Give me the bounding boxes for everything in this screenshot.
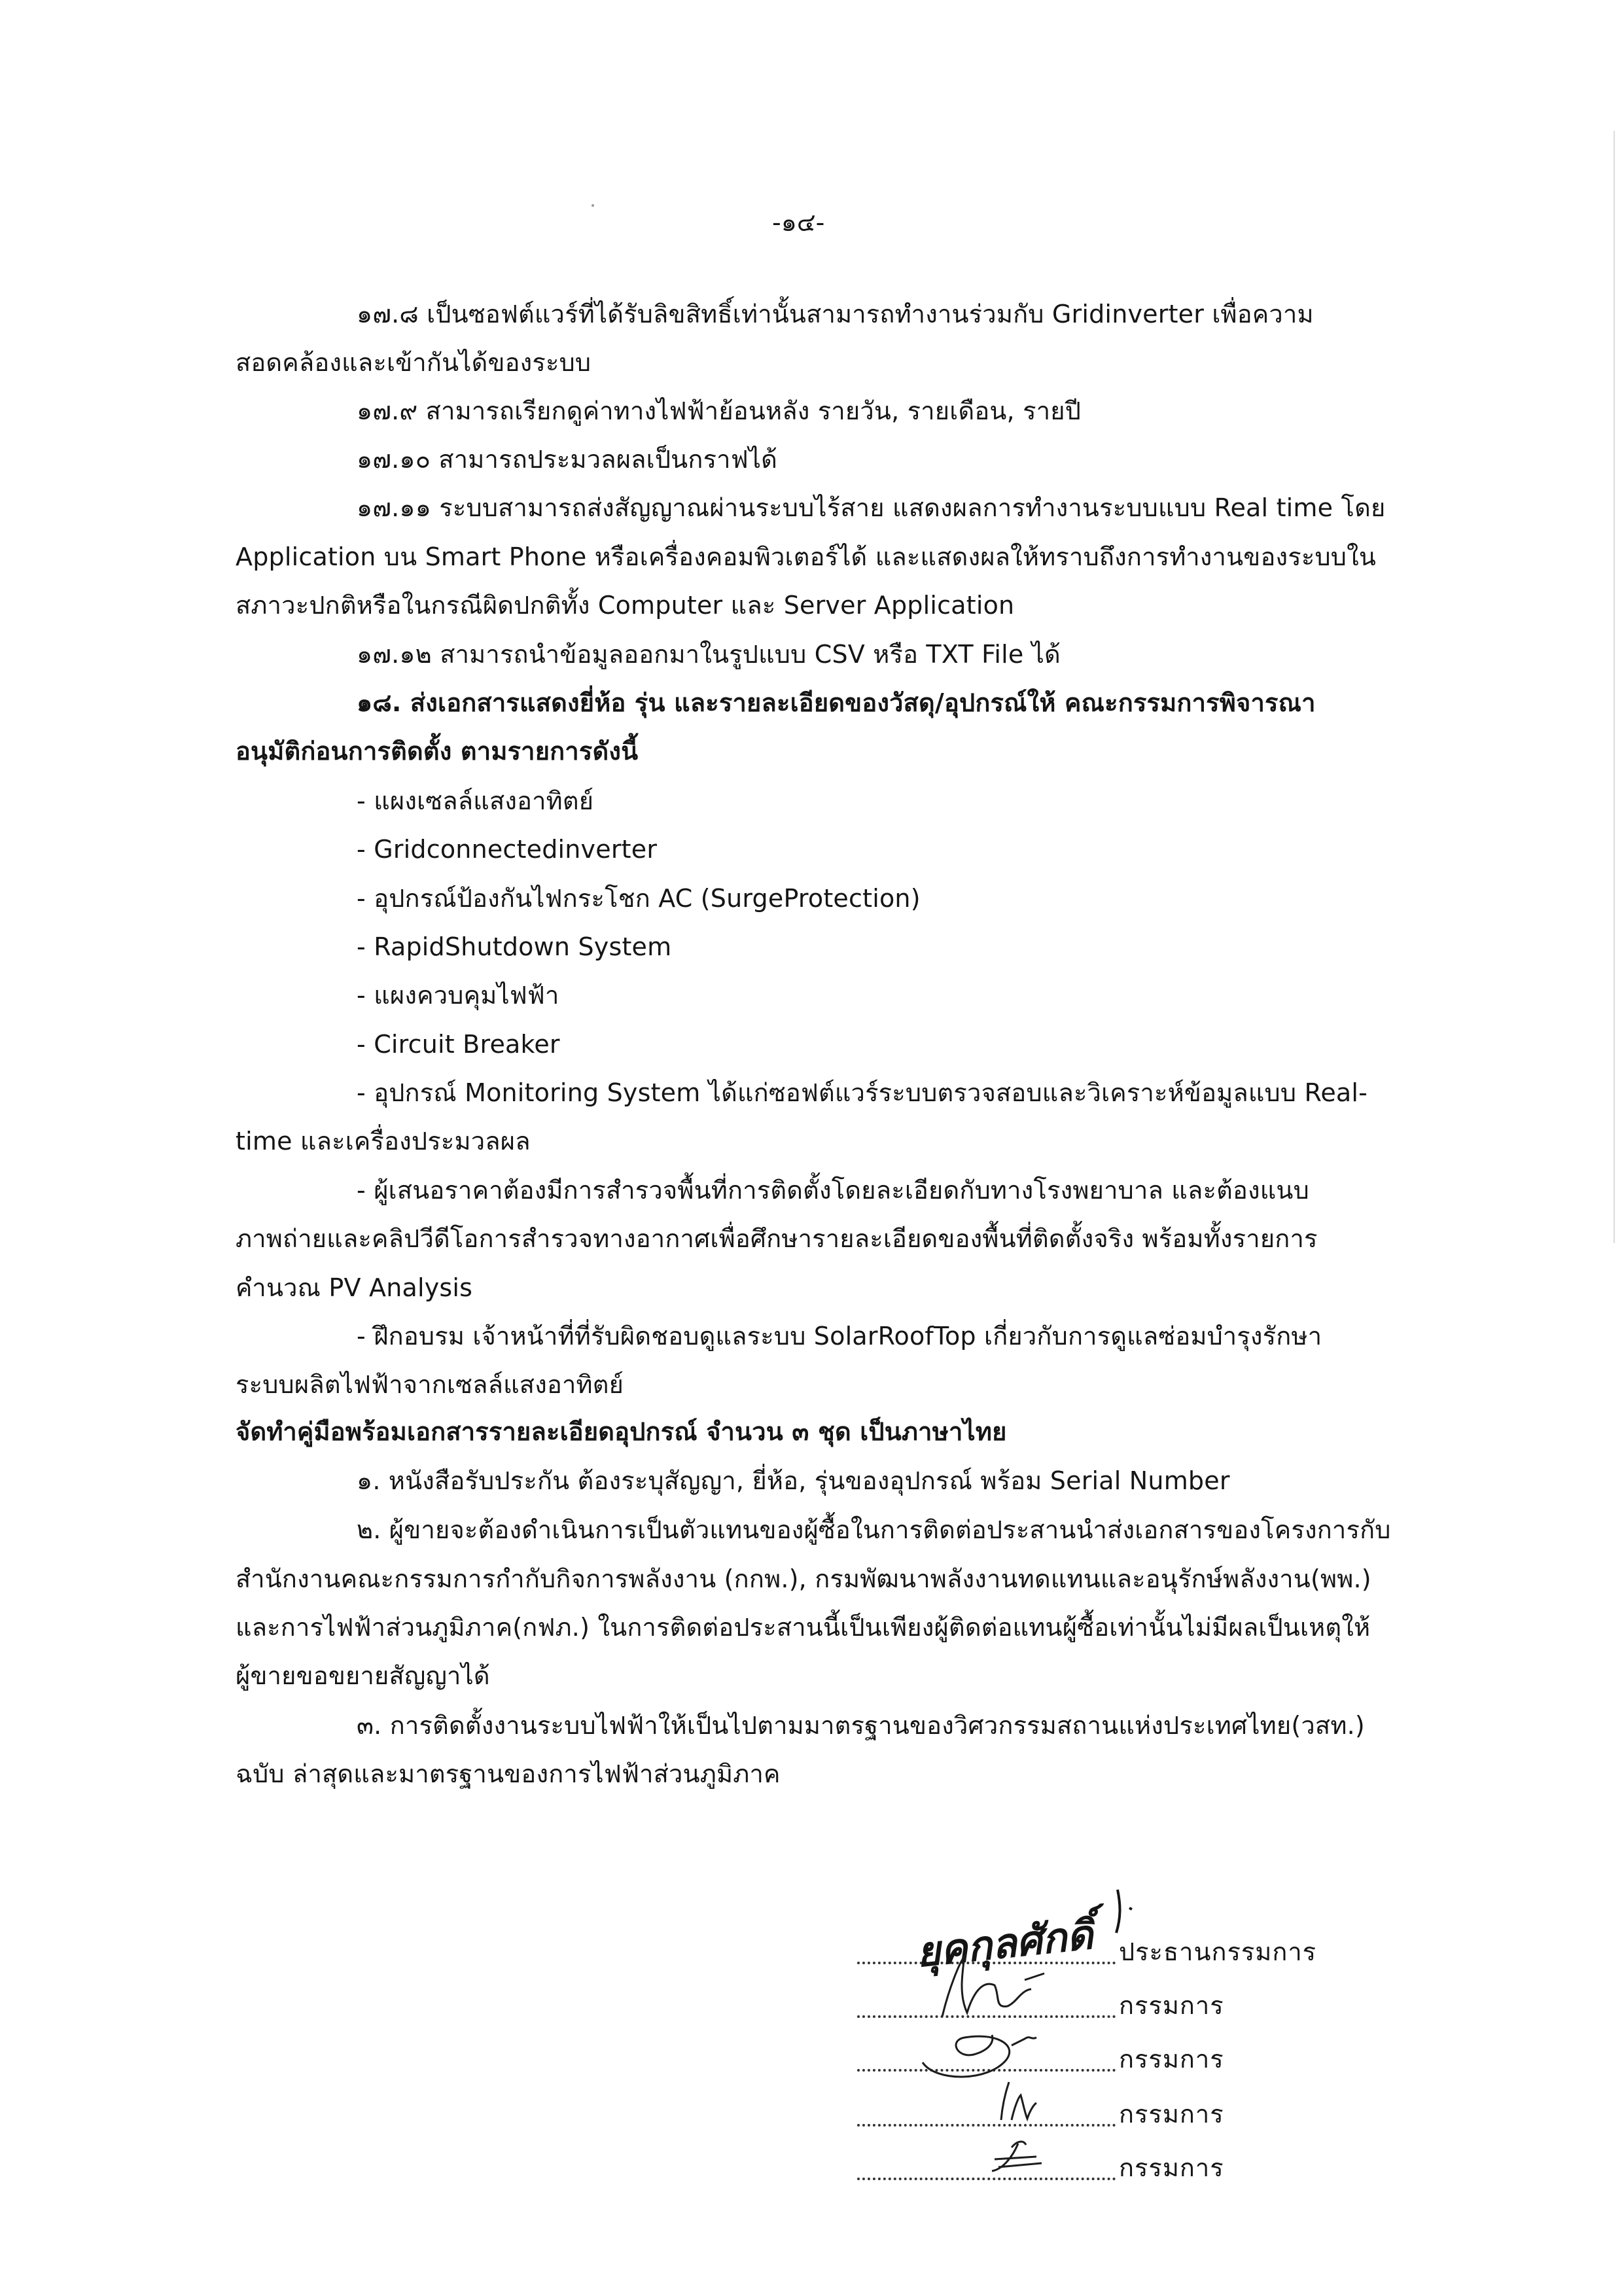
document-line: - Gridconnectedinverter [357,835,658,864]
document-line: ๑๗.๑๐ สามารถประมวลผลเป็นกราฟได้ [357,445,778,474]
document-line: จัดทำคู่มือพร้อมเอกสารรายละเอียดอุปกรณ์ จำนวน ๓ ชุด เป็นภาษาไทย [236,1417,1007,1446]
document-line: ๑๗.๑๒ สามารถนำข้อมูลออกมาในรูปแบบ CSV หรือ TXT File ได้ [357,640,1061,669]
document-line: time และเครื่องประมวลผล [236,1127,531,1156]
document-line: - ฝึกอบรม เจ้าหน้าที่ที่รับผิดชอบดูแลระบบ SolarRoofTop เกี่ยวกับการดูแลซ่อมบำรุงรักษา [357,1322,1322,1351]
scan-speck [591,204,594,207]
document-line: ๑๘. ส่งเอกสารแสดงยี่ห้อ รุ่น และรายละเอียดของวัสดุ/อุปกรณ์ให้ คณะกรรมการพิจารณา [357,688,1316,717]
scan-edge-line [1614,131,1615,1243]
document-line: และการไฟฟ้าส่วนภูมิภาค(กฟภ.) ในการติดต่อประสานนี้เป็นเพียงผู้ติดต่อแทนผู้ซื้อเท่านั้นไม่มีผลเป็นเหตุให้ [236,1613,1371,1642]
document-line: สำนักงานคณะกรรมการกำกับกิจการพลังงาน (กกพ.), กรมพัฒนาพลังงานทดแทนและอนุรักษ์พลังงาน(พพ.) [236,1564,1371,1593]
page-number: -๑๔- [772,208,825,237]
document-line: - ผู้เสนอราคาต้องมีการสำรวจพื้นที่การติดตั้งโดยละเอียดกับทางโรงพยาบาล และต้องแนบ [357,1176,1309,1205]
document-line: - อุปกรณ์ Monitoring System ได้แก่ซอฟต์แวร์ระบบตรวจสอบและวิเคราะห์ข้อมูลแบบ Real- [357,1078,1368,1107]
committee-title: กรรมการ [1119,2100,1224,2128]
committee-title: กรรมการ [1119,2153,1224,2182]
document-line: ๓. การติดตั้งงานระบบไฟฟ้าให้เป็นไปตามมาตรฐานของวิศวกรรมสถานแห่งประเทศไทย(วสท.) [357,1711,1365,1740]
document-line: ๑๗.๘ เป็นซอฟต์แวร์ที่ได้รับลิขสิทธิ์เท่านั้นสามารถทำงานร่วมกับ Gridinverter เพื่อความ [357,300,1314,328]
document-line: - แผงเซลล์แสงอาทิตย์ [357,786,594,815]
document-line: คำนวณ PV Analysis [236,1273,473,1302]
signature-row-committee [857,2145,1315,2184]
document-line: ผู้ขายขอขยายสัญญาได้ [236,1661,490,1690]
document-line: ฉบับ ล่าสุดและมาตรฐานของการไฟฟ้าส่วนภูมิภาค [236,1759,781,1788]
document-line: ระบบผลิตไฟฟ้าจากเซลล์แสงอาทิตย์ [236,1370,624,1399]
document-line: สอดคล้องและเข้ากันได้ของระบบ [236,348,591,377]
document-line: อนุมัติก่อนการติดตั้ง ตามรายการดังนี้ [236,737,639,766]
committee-signature [896,2119,1093,2197]
committee-title: กรรมการ [1119,2045,1224,2074]
document-line: ๑๗.๑๑ ระบบสามารถส่งสัญญาณผ่านระบบไร้สาย แสดงผลการทำงานระบบแบบ Real time โดย [357,493,1386,522]
svg-text:ยุคกุลศักดิ์: ยุคกุลศักดิ์ [913,1910,1095,1977]
document-line: - อุปกรณ์ป้องกันไฟกระโชก AC (SurgeProtection) [357,884,921,913]
document-line: - RapidShutdown System [357,932,672,961]
document-line: ๑๗.๙ สามารถเรียกดูค่าทางไฟฟ้าย้อนหลัง รายวัน, รายเดือน, รายปี [357,397,1082,425]
document-line: สภาวะปกติหรือในกรณีผิดปกติทั้ง Computer และ Server Application [236,591,1015,620]
document-line: - Circuit Breaker [357,1030,560,1059]
chairman-title: ประธานกรรมการ [1119,1937,1317,1966]
document-line: ๒. ผู้ขายจะต้องดำเนินการเป็นตัวแทนของผู้ซื้อในการติดต่อประสานนำส่งเอกสารของโครงการกับ [357,1515,1391,1544]
committee-title: กรรมการ [1119,1991,1224,2020]
document-line: - แผงควบคุมไฟฟ้า [357,981,559,1010]
document-line: ๑. หนังสือรับประกัน ต้องระบุสัญญา, ยี่ห้อ, รุ่นของอุปกรณ์ พร้อม Serial Number [357,1466,1230,1495]
document-line: ภาพถ่ายและคลิปวีดีโอการสำรวจทางอากาศเพื่อศึกษารายละเอียดของพื้นที่ติดตั้งจริง พร้อมทั้งรายการ [236,1224,1318,1253]
document-line: Application บน Smart Phone หรือเครื่องคอมพิวเตอร์ได้ และแสดงผลให้ทราบถึงการทำงานของระบบใน [236,542,1377,571]
